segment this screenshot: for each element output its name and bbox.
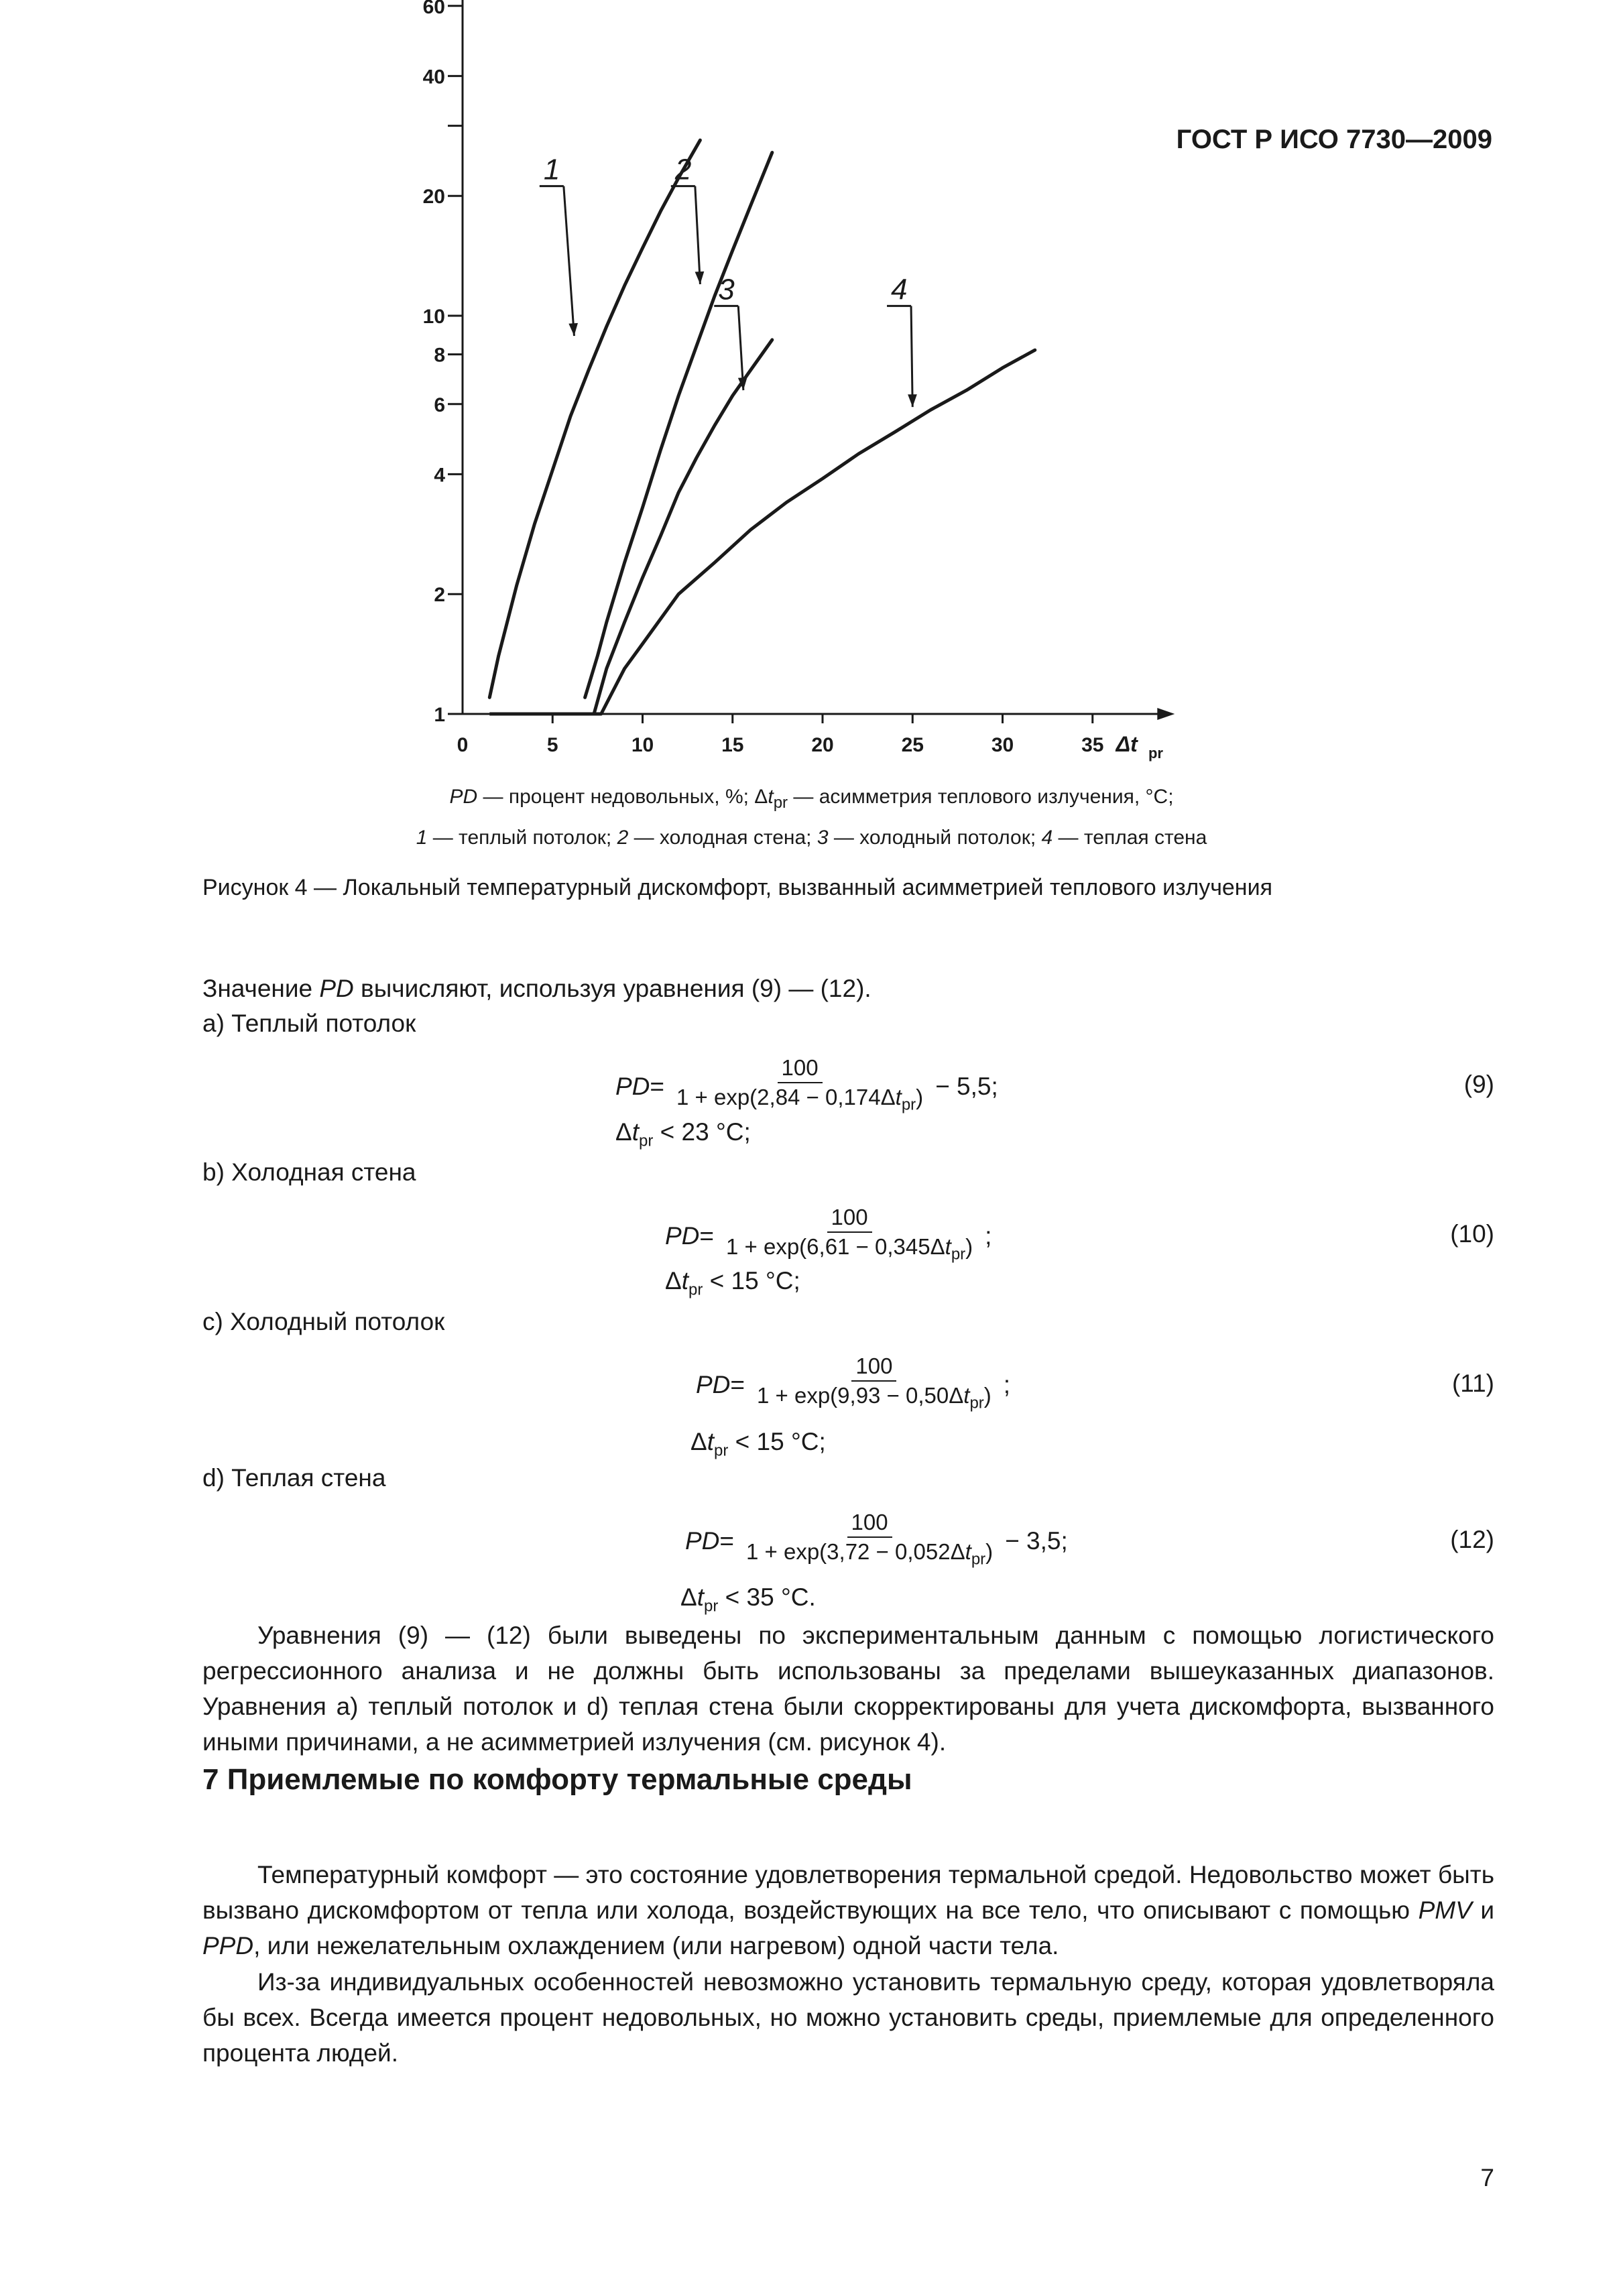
ppd-term: PPD [202,1932,254,1959]
series-1-label: 1 [543,153,560,186]
section-title: 7 Приемлемые по комфорту термальные среды [202,1763,912,1796]
leader-line [564,186,575,336]
eq-fraction [722,1203,977,1269]
eq-denominator [672,1083,927,1120]
figure-caption: Рисунок 4 — Локальный температурный дискомфорт, вызванный асимметрией теплового излучения [202,875,1272,900]
individual-paragraph: Из-за индивидуальных особенностей невозможно установить термальную среду, которая удовлетворяла бы всех. Всегда имеется процент недовольных, но можно установить среды, приемлемые для определенного процента людей. [202,1968,1494,2067]
x-tick-label: 0 [457,734,469,756]
cond-t: t [632,1118,639,1146]
case-d-label: d) Теплая стена [202,1464,386,1492]
den-a: 1 + exp(2,84 − 0,174Δ [676,1085,896,1109]
y-tick-label: 60 [422,0,445,18]
den-t: t [895,1085,902,1109]
den-a: 1 + exp(3,72 − 0,052Δ [746,1539,965,1564]
x-tick-label: 35 [1081,734,1104,756]
cond-delta: Δ [690,1428,707,1455]
eq-pd: PD [696,1370,731,1398]
eq-sign: = [719,1526,735,1555]
den-sub: pr [971,1550,986,1569]
x-tick-label: 20 [811,734,834,756]
series-2-line [585,153,772,698]
equation-12 [685,1508,1068,1574]
comfort-and: и [1471,1896,1494,1924]
den-a: 1 + exp(9,93 − 0,50Δ [757,1383,964,1408]
series-3-line [594,340,772,714]
legend-num-4: 4 [1041,827,1053,849]
cond-t: t [681,1267,688,1294]
eq-sign: = [650,1072,665,1100]
eq-fraction [672,1054,927,1120]
chart-axes [457,0,1175,720]
series-1-line [489,140,700,697]
legend-t: t [768,786,774,808]
leader-line [911,306,912,407]
case-b-label: b) Холодная стена [202,1158,416,1186]
cond-range: < 15 °C; [703,1267,800,1294]
den-t: t [945,1234,951,1259]
chart-ticks [423,0,1104,756]
series-2-label: 2 [674,153,692,186]
condition-10 [665,1267,800,1299]
pd-chart [295,0,1234,798]
chart-curves [489,140,1035,714]
eq-denominator [753,1382,996,1418]
eq-sign: = [699,1221,715,1250]
legend-text: — процент недовольных, %; Δ [477,786,768,808]
x-axis-label: Δt [1116,732,1138,756]
series-3-label: 3 [718,273,735,306]
eq-numerator: 100 [778,1054,823,1083]
series-4-line [601,350,1035,714]
cond-delta: Δ [615,1118,632,1146]
den-sub: pr [951,1245,966,1264]
condition-12 [680,1583,816,1616]
cond-sub: pr [639,1132,654,1150]
y-tick-label: 6 [434,394,445,416]
y-tick-label: 8 [434,344,445,367]
eq-denominator [742,1538,997,1574]
eq-pd: PD [615,1072,650,1100]
eq-denominator [722,1233,977,1269]
legend-item-1: — теплый потолок; [427,827,617,849]
eq-numerator: 100 [847,1508,892,1538]
den-b: ) [965,1234,973,1259]
y-tick-label: 1 [434,704,445,726]
leader-line [738,306,743,390]
document-header: ГОСТ Р ИСО 7730—2009 [1176,125,1492,154]
condition-9 [615,1118,751,1150]
den-t: t [963,1383,970,1408]
eq-numerator: 100 [827,1203,872,1233]
intro-pd: PD [319,975,354,1002]
cond-range: < 23 °C; [653,1118,751,1146]
cond-sub: pr [704,1597,719,1616]
x-tick-label: 25 [901,734,924,756]
den-b: ) [983,1383,991,1408]
x-tick-label: 10 [631,734,654,756]
equation-9 [615,1054,998,1120]
page-number: 7 [1480,2164,1494,2191]
den-b: ) [985,1539,994,1564]
legend-pd: PD [449,786,478,808]
case-a-label: a) Теплый потолок [202,1010,416,1037]
den-b: ) [916,1085,924,1109]
eq-tail: ; [1003,1370,1011,1398]
intro-paragraph [202,971,1494,1006]
eq-fraction [742,1508,997,1574]
eq-fraction [753,1352,996,1418]
legend-item-2: — холодная стена; [628,827,817,849]
leader-arrow [908,394,917,407]
y-tick-label: 10 [422,306,445,328]
legend-num-2: 2 [617,827,629,849]
x-axis-label-sub: pr [1148,745,1163,762]
series-4-label: 4 [891,273,908,306]
cond-sub: pr [688,1280,703,1299]
x-tick-label: 30 [991,734,1014,756]
den-a: 1 + exp(6,61 − 0,345Δ [726,1234,945,1259]
eq-pd: PD [665,1221,700,1250]
comfort-paragraph [202,1857,1494,1963]
eq-tail: ; [985,1221,992,1250]
den-sub: pr [969,1394,984,1412]
case-c-label: c) Холодный потолок [202,1308,445,1335]
y-tick-label: 40 [422,66,445,88]
den-sub: pr [901,1095,916,1114]
x-tick-label: 5 [546,734,558,756]
comfort-text-2: , или нежелательным охлаждением (или нагревом) одной части тела. [253,1932,1059,1959]
equation-number-11: (11) [1451,1370,1494,1397]
equation-number-12: (12) [1450,1526,1494,1553]
eq-tail: − 5,5; [935,1072,998,1100]
den-t: t [965,1539,971,1564]
comfort-text: Температурный комфорт — это состояние удовлетворения термальной средой. Недовольство может быть вызвано дискомфортом от тепла или холода, воздействующих на все тело, что описывают с помощью [202,1861,1494,1924]
y-tick-label: 4 [434,464,445,487]
cond-delta: Δ [680,1583,697,1611]
y-tick-label: 2 [434,584,445,607]
legend-item-4: — теплая стена [1053,827,1207,849]
equation-number-10: (10) [1450,1220,1494,1248]
legend-num-3: 3 [817,827,829,849]
cond-range: < 35 °C. [718,1583,816,1611]
intro-text-2: вычисляют, используя уравнения (9) — (12). [353,975,871,1002]
chart-labels [413,0,1163,762]
intro-text: Значение [202,975,320,1002]
cond-delta: Δ [665,1267,682,1294]
figure-legend-line-1 [0,786,1623,812]
equation-10 [665,1203,991,1269]
cond-range: < 15 °C; [728,1428,826,1455]
y-tick-label: 20 [422,186,445,208]
eq-tail: − 3,5; [1005,1526,1068,1555]
legend-text-2: — асимметрия теплового излучения, °C; [788,786,1174,808]
legend-sub: pr [773,794,788,812]
pmv-term: PMV [1418,1896,1472,1924]
eq-sign: = [730,1370,745,1398]
condition-11 [690,1428,826,1460]
x-tick-label: 15 [721,734,744,756]
eq-numerator: 100 [851,1352,896,1382]
eq-pd: PD [685,1526,720,1555]
legend-item-3: — холодный потолок; [828,827,1042,849]
equation-11 [696,1352,1010,1418]
cond-sub: pr [714,1441,729,1460]
figure-legend-line-2 [0,827,1623,849]
equation-number-9: (9) [1463,1071,1494,1098]
leader-arrow [695,271,705,284]
cond-t: t [707,1428,714,1455]
legend-num-1: 1 [416,827,428,849]
x-axis-arrow [1157,708,1175,720]
regression-paragraph: Уравнения (9) — (12) были выведены по экспериментальным данным с помощью логистического регрессионного анализа и не должны быть использованы за пределами вышеуказанных диапазонов. Уравнения a) теплый потолок и d) теплая стена были скорректированы для учета дискомфорта, вызванного иными причинами, а не асимметрией излучения (см. рисунок 4). [202,1622,1494,1756]
cond-t: t [697,1583,704,1611]
leader-line [695,186,701,284]
